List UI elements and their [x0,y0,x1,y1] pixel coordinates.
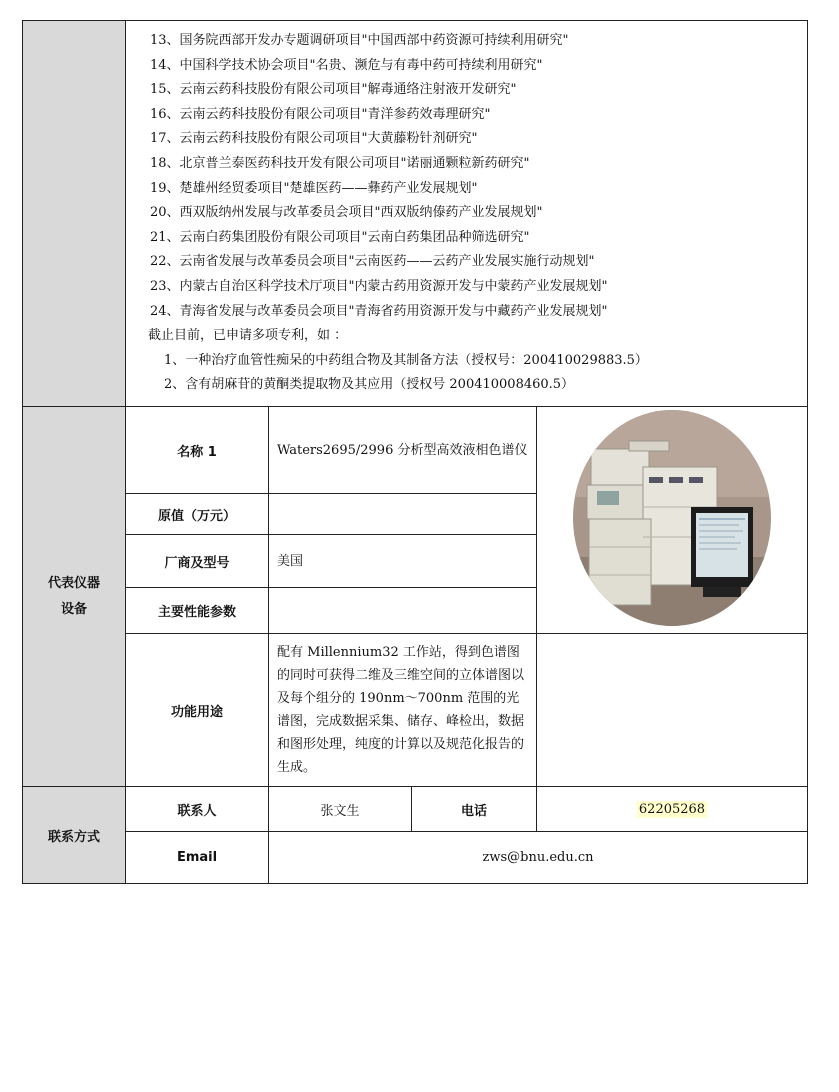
manufacturer-value: 美国 [269,535,537,588]
equipment-name-value: Waters2695/2996 分析型高效液相色谱仪 [269,407,537,494]
contact-email-value[interactable]: zws@bnu.edu.cn [269,832,808,884]
project-item: 22、云南省发展与改革委员会项目"云南医药——云药产业发展实施行动规划" [150,254,595,270]
contact-person-value: 张文生 [269,787,412,832]
project-item: 24、青海省发展与改革委员会项目"青海省药用资源开发与中藏药产业发展规划" [150,303,608,319]
equipment-section-label: 代表仪器 设备 [23,407,126,787]
function-label: 功能用途 [126,634,269,787]
project-item: 23、内蒙古自治区科学技术厅项目"内蒙古药用资源开发与中蒙药产业发展规划" [150,278,608,294]
document-table [22,20,808,884]
project-item: 15、云南云药科技股份有限公司项目"解毒通络注射液开发研究" [150,82,517,98]
projects-cell [126,21,808,407]
patent-item: 2、含有胡麻苷的黄酮类提取物及其应用（授权号 200410008460.5） [164,377,575,393]
contact-person-label: 联系人 [126,787,269,832]
manufacturer-label: 厂商及型号 [126,535,269,588]
original-value-label: 原值（万元） [126,494,269,535]
params-value [269,587,537,633]
contact-section-label: 联系方式 [23,787,126,884]
project-item: 17、云南云药科技股份有限公司项目"大黄藤粉针剂研究" [150,131,478,147]
contact-phone-value: 62205268 [638,801,706,817]
equipment-photo-cell [537,407,808,634]
hplc-instrument-photo [569,407,775,629]
contact-phone-cell [537,787,808,832]
project-item: 13、国务院西部开发办专题调研项目"中国西部中药资源可持续利用研究" [150,33,569,49]
equipment-name-label: 名称 1 [126,407,269,494]
patents-intro: 截止目前，已申请多项专利，如 ： [148,328,348,344]
original-value [269,494,537,535]
project-item: 19、楚雄州经贸委项目"楚雄医药——彝药产业发展规划" [150,180,478,196]
project-item: 14、中国科学技术协会项目"名贵、濒危与有毒中药可持续利用研究" [150,57,543,73]
contact-email-label: Email [126,832,269,884]
function-value: 配有 Millennium32 工作站，得到色谱图的同时可获得二维及三维空间的立体谱图以及每个组分的 190nm～700nm 范围的光谱图，完成数据采集、储存、峰检出，数据和图形处理，纯度的计算以及规范化报告的生成。 [269,634,537,787]
function-extra-cell [537,634,808,787]
params-label: 主要性能参数 [126,587,269,633]
patent-item: 1、一种治疗血管性痴呆的中药组合物及其制备方法（授权号：200410029883.5） [164,352,648,368]
contact-phone-label: 电话 [412,787,537,832]
project-item: 21、云南白药集团股份有限公司项目"云南白药集团品种筛选研究" [150,229,530,245]
project-item: 20、西双版纳州发展与改革委员会项目"西双版纳傣药产业发展规划" [150,205,543,221]
project-item: 18、北京普兰泰医药科技开发有限公司项目"诺丽通颗粒新药研究" [150,156,530,172]
left-label-cell [23,21,126,407]
project-item: 16、云南云药科技股份有限公司项目"青洋参药效毒理研究" [150,106,491,122]
